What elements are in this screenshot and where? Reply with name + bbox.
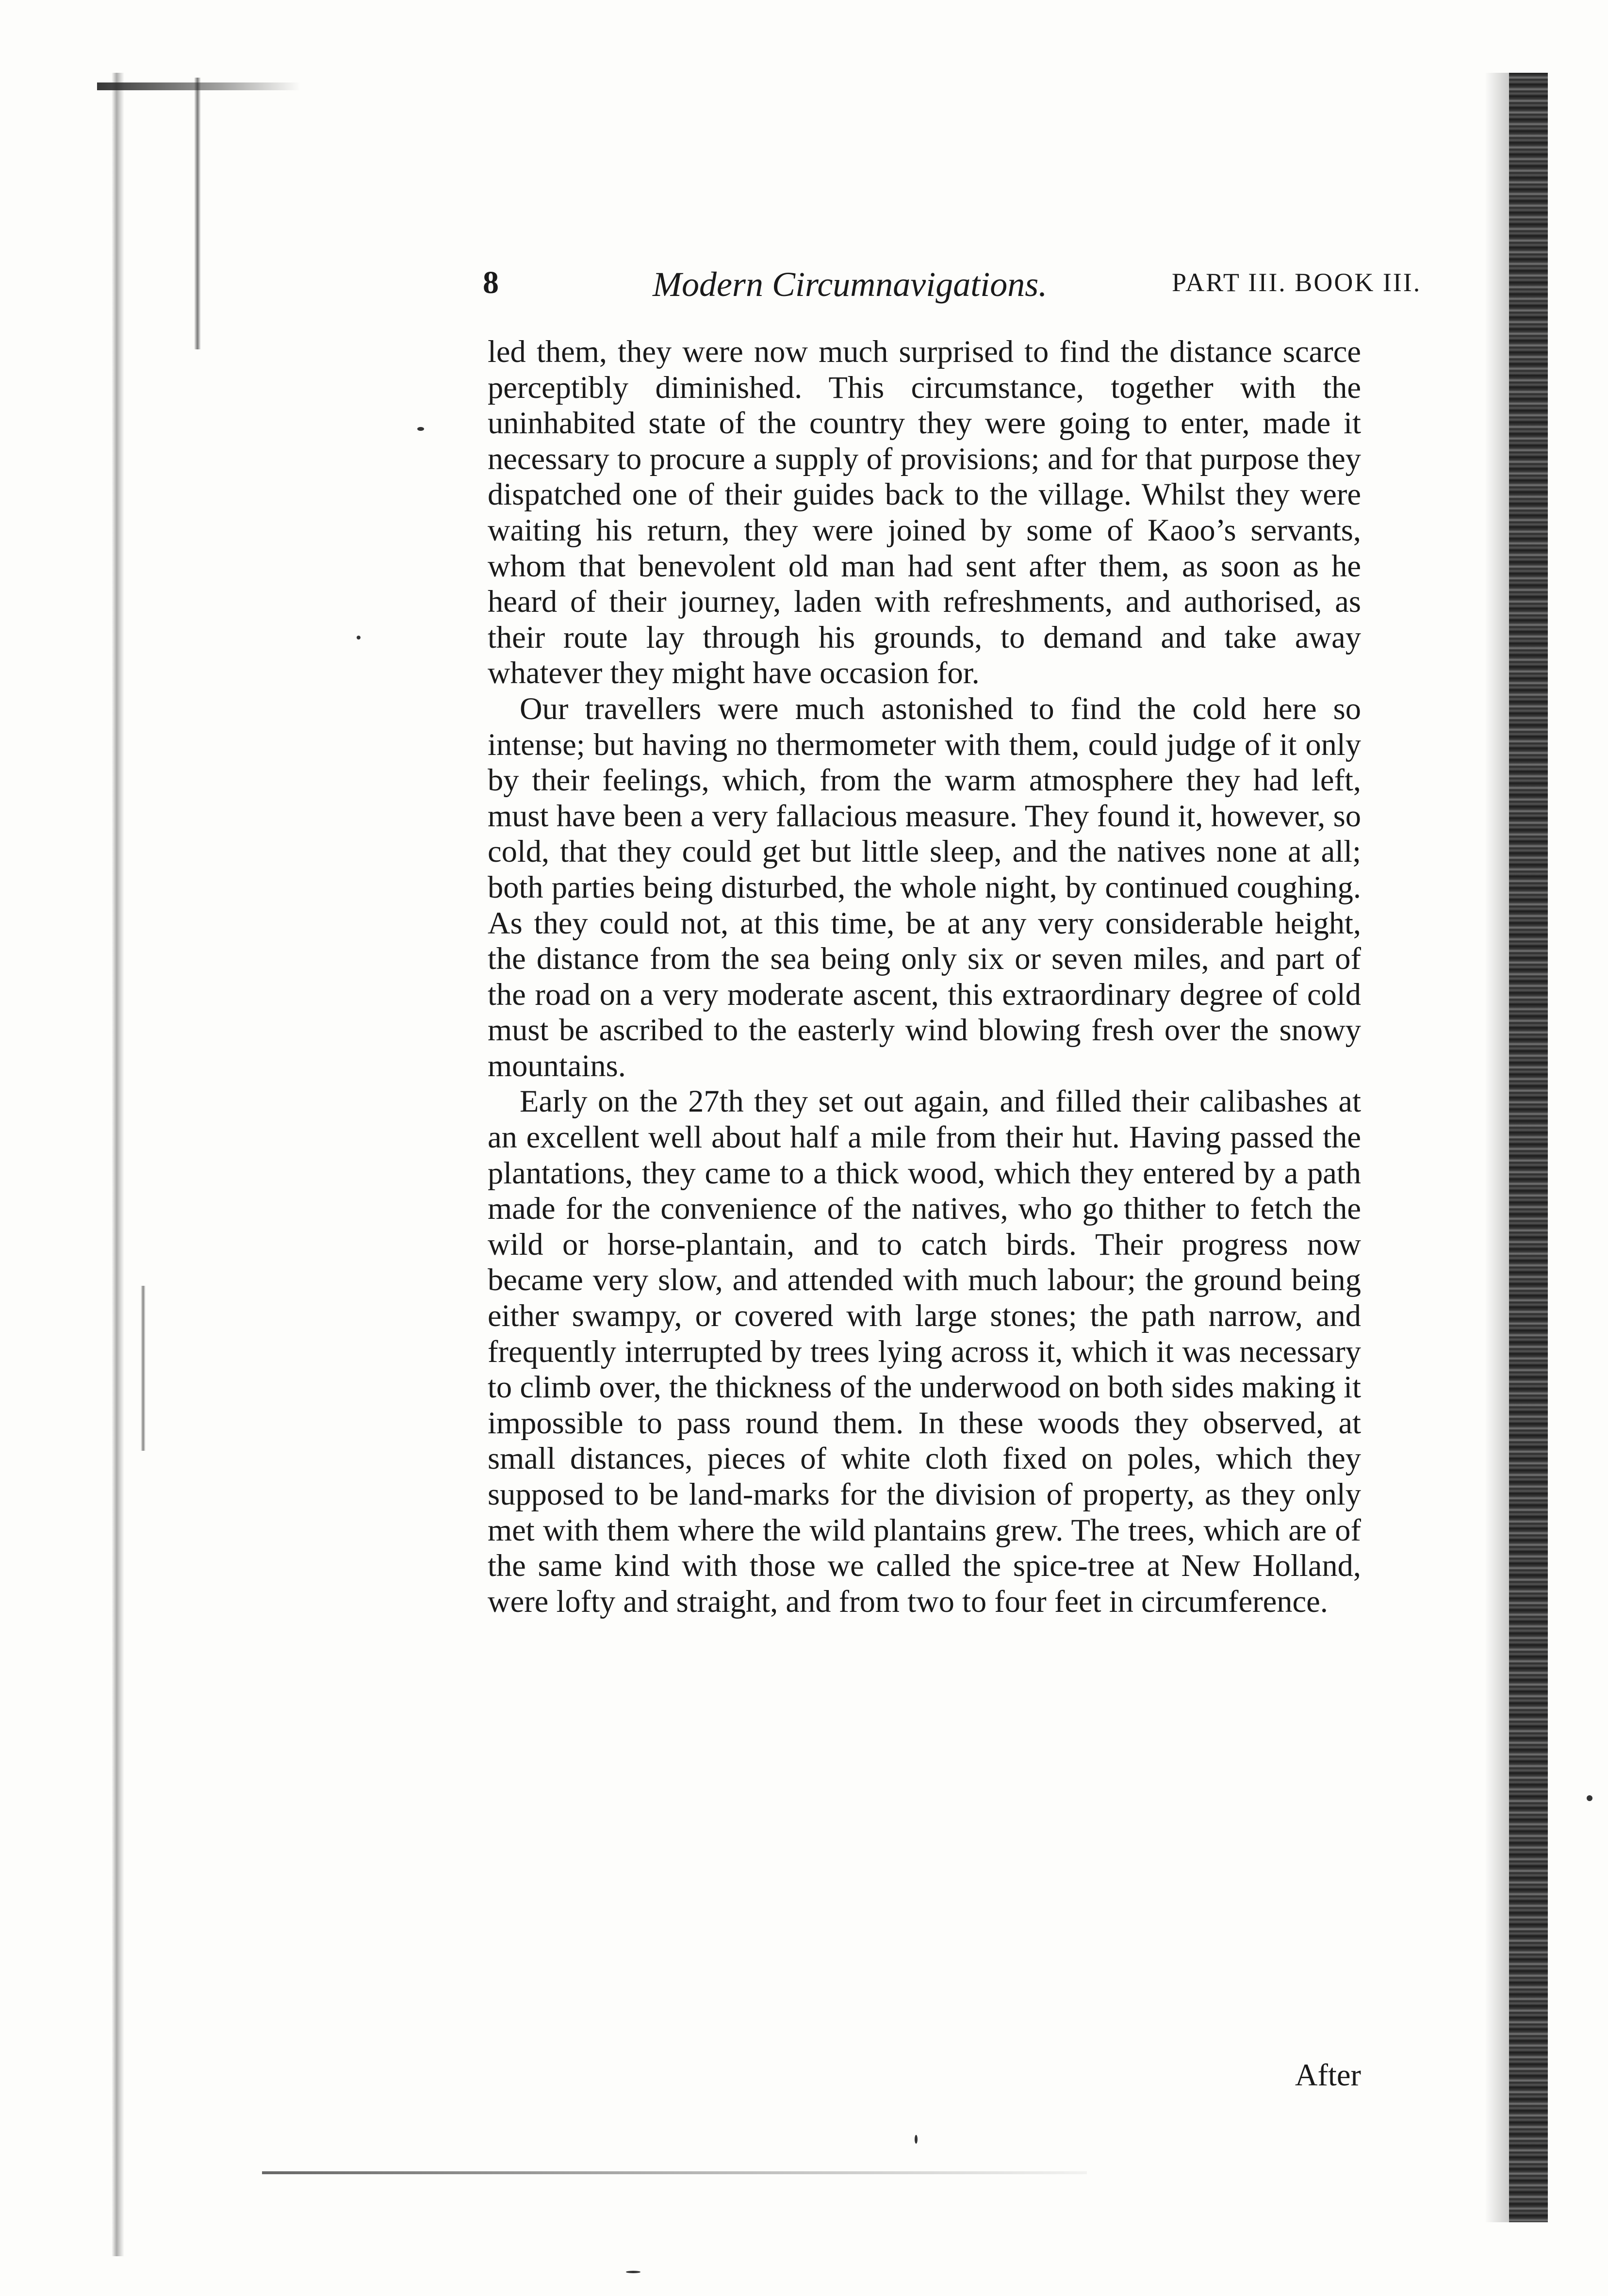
scan-artifact-left [194,78,201,349]
page-number: 8 [483,265,499,300]
body-text [488,334,1361,1619]
running-head-title: Modern Circumnavigations. [653,265,1048,304]
ink-speck [915,2135,918,2144]
ink-speck [626,2271,640,2273]
page-edge-dark [1509,73,1548,2222]
ink-speck [1587,1795,1592,1801]
paragraph: led them, they were now much surprised to find the distance scarce perceptibly diminished. This circumstance, together with the uninhabited state of the country they were going to enter, made it necessary to procure a supply of provisions; and for that purpose they dispatched one of their guides back to the village. Whilst they were waiting his return, they were joined by some of Kaoo’s servants, whom that benevolent old man had sent after them, as soon as he heard of their journey, laden with refreshments, and authorised, as their route lay through his grounds, to demand and take away whatever they might have occasion for. [488,334,1361,690]
running-head-section: PART III. BOOK III. [1172,268,1422,297]
paragraph: Early on the 27th they set out again, and filled their calibashes at an excellent well about half a mile from their hut. Having passed the plantations, they came to a thick wood, which they entered by a path made for the convenience of the natives, who go thither to fetch the wild or horse-plantain, and to catch birds. Their progress now became very slow, and attended with much labour; the ground being either swampy, or covered with large stones; the path narrow, and frequently interrupted by trees lying across it, which it was necessary to climb over, the thickness of the underwood on both sides making it impossible to pass round them. In these woods they observed, at small distances, pieces of white cloth fixed on poles, which they supposed to be land-marks for the division of property, as they only met with them where the wild plantains grew. The trees, which are of the same kind with those we called the spice-tree at New Holland, were lofty and straight, and from two to four feet in circumference. [488,1084,1361,1619]
scan-artifact-bottom [262,2171,1087,2174]
scan-artifact-left-lower [141,1286,146,1451]
binding-shadow [112,73,124,2256]
paragraph: Our travellers were much astonished to find the cold here so intense; but having no thermometer with them, could judge of it only by their feelings, which, from the warm atmosphere they had left, must have been a very fallacious measure. They found it, however, so cold, that they could get but little sleep, and the natives none at all; both parties being disturbed, the whole night, by continued coughing. As they could not, at this time, be at any very considerable height, the distance from the sea being only six or seven miles, and part of the road on a very moderate ascent, this extraordinary degree of cold must be ascribed to the easterly wind blowing fresh over the snowy mountains. [488,691,1361,1083]
ink-speck [417,427,424,431]
catchword: After [1295,2058,1361,2092]
running-head [483,264,1424,308]
ink-speck [357,636,361,640]
